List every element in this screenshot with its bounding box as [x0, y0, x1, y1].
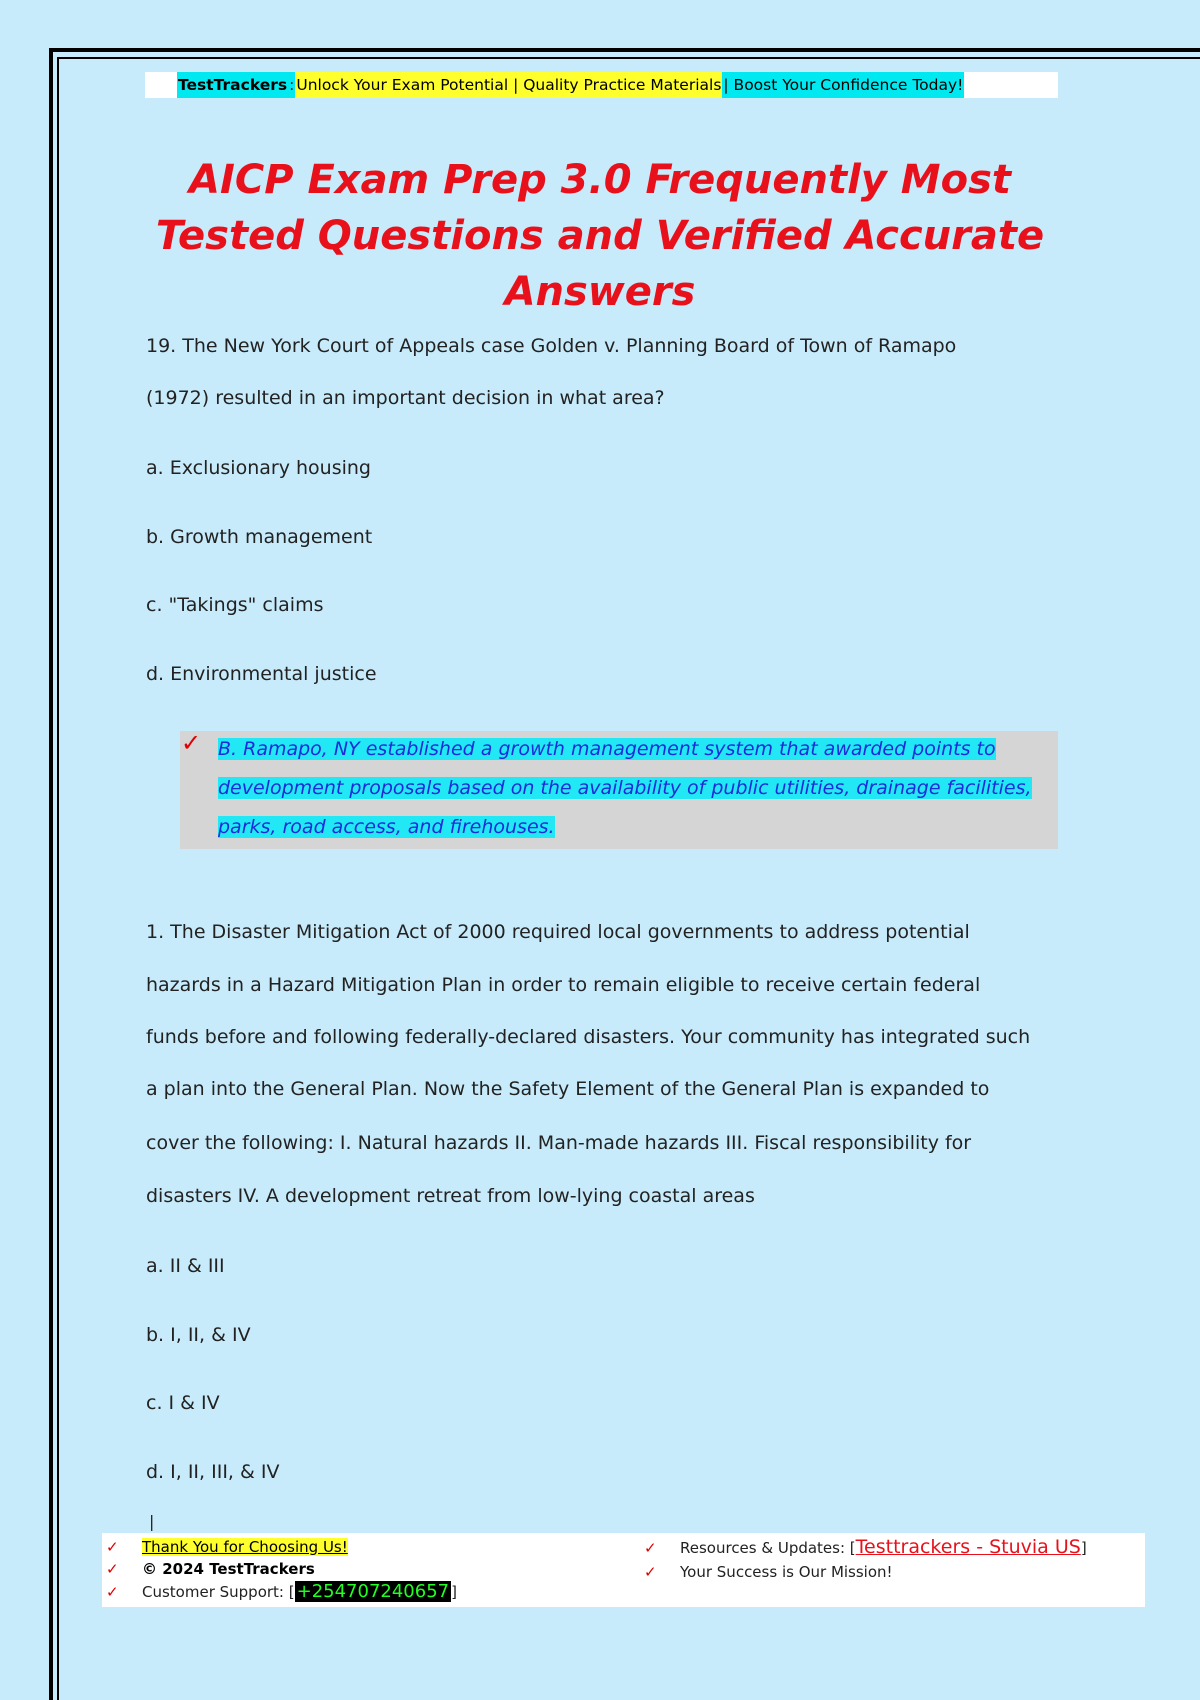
checkmark-icon: ✓	[106, 1583, 119, 1601]
question-1-option-d: d. I, II, III, & IV	[146, 1461, 280, 1483]
question-19-line-2: (1972) resulted in an important decision in what area?	[146, 387, 665, 409]
checkmark-icon: ✓	[644, 1563, 657, 1581]
question-19-line-1: 19. The New York Court of Appeals case Golden v. Planning Board of Town of Ramapo	[146, 335, 957, 357]
question-19-option-b: b. Growth management	[146, 526, 373, 548]
resources-bracket: ]	[1080, 1539, 1087, 1557]
question-19-option-c: c. "Takings" claims	[146, 594, 324, 616]
footer-copyright	[106, 1558, 315, 1580]
resources-link[interactable]: Testtrackers - Stuvia US	[855, 1536, 1081, 1558]
brand-name: TestTrackers	[177, 72, 288, 98]
question-1-line-5: cover the following: I. Natural hazards II. Man-made hazards III. Fiscal responsibility for	[146, 1132, 972, 1154]
footer-mission	[644, 1561, 893, 1583]
question-1-line-2: hazards in a Hazard Mitigation Plan in order to remain eligible to receive certain federal	[146, 974, 981, 996]
question-1-option-b: b. I, II, & IV	[146, 1324, 251, 1346]
text-cursor: |	[149, 1512, 155, 1531]
footer-thank-you	[106, 1536, 348, 1558]
question-1-option-c: c. I & IV	[146, 1392, 220, 1414]
question-1-option-a: a. II & III	[146, 1255, 225, 1277]
question-1-line-4: a plan into the General Plan. Now the Safety Element of the General Plan is expanded to	[146, 1078, 990, 1100]
tagline-yellow: Unlock Your Exam Potential | Quality Practice Materials	[295, 72, 722, 98]
answer-explanation	[218, 730, 1033, 847]
answer-line-2: development proposals based on the availability of public utilities, drainage facilities,	[218, 777, 1032, 799]
answer-line-3: parks, road access, and firehouses.	[218, 816, 555, 838]
mission-text: Your Success is Our Mission!	[680, 1563, 893, 1581]
question-19-option-a: a. Exclusionary housing	[146, 457, 371, 479]
checkmark-icon: ✓	[106, 1538, 119, 1556]
footer-resources	[644, 1536, 1087, 1559]
answer-line-1: B. Ramapo, NY established a growth management system that awarded points to	[218, 738, 996, 760]
support-phone[interactable]: +254707240657	[296, 1581, 450, 1602]
footer	[102, 1533, 1145, 1607]
question-1-line-6: disasters IV. A development retreat from low-lying coastal areas	[146, 1185, 755, 1207]
support-label: Customer Support: [	[142, 1583, 295, 1601]
question-1-line-1: 1. The Disaster Mitigation Act of 2000 required local governments to address potential	[146, 921, 970, 943]
copyright-text: © 2024 TestTrackers	[142, 1560, 315, 1578]
tagline-cyan: | Boost Your Confidence Today!	[722, 72, 964, 98]
checkmark-icon: ✓	[644, 1539, 657, 1557]
resources-label: Resources & Updates: [	[680, 1539, 856, 1557]
brand-colon: :	[288, 72, 295, 98]
page-title: AICP Exam Prep 3.0 Frequently Most Tested Questions and Verified Accurate Answers	[155, 157, 1045, 315]
footer-support	[106, 1581, 457, 1603]
header-banner	[145, 72, 1058, 98]
thank-you-text: Thank You for Choosing Us!	[142, 1538, 348, 1556]
checkmark-icon: ✓	[106, 1560, 119, 1578]
checkmark-icon: ✓	[181, 729, 202, 757]
question-1-line-3: funds before and following federally-declared disasters. Your community has integrated such	[146, 1026, 1031, 1048]
support-bracket: ]	[451, 1583, 457, 1601]
question-19-option-d: d. Environmental justice	[146, 663, 377, 685]
